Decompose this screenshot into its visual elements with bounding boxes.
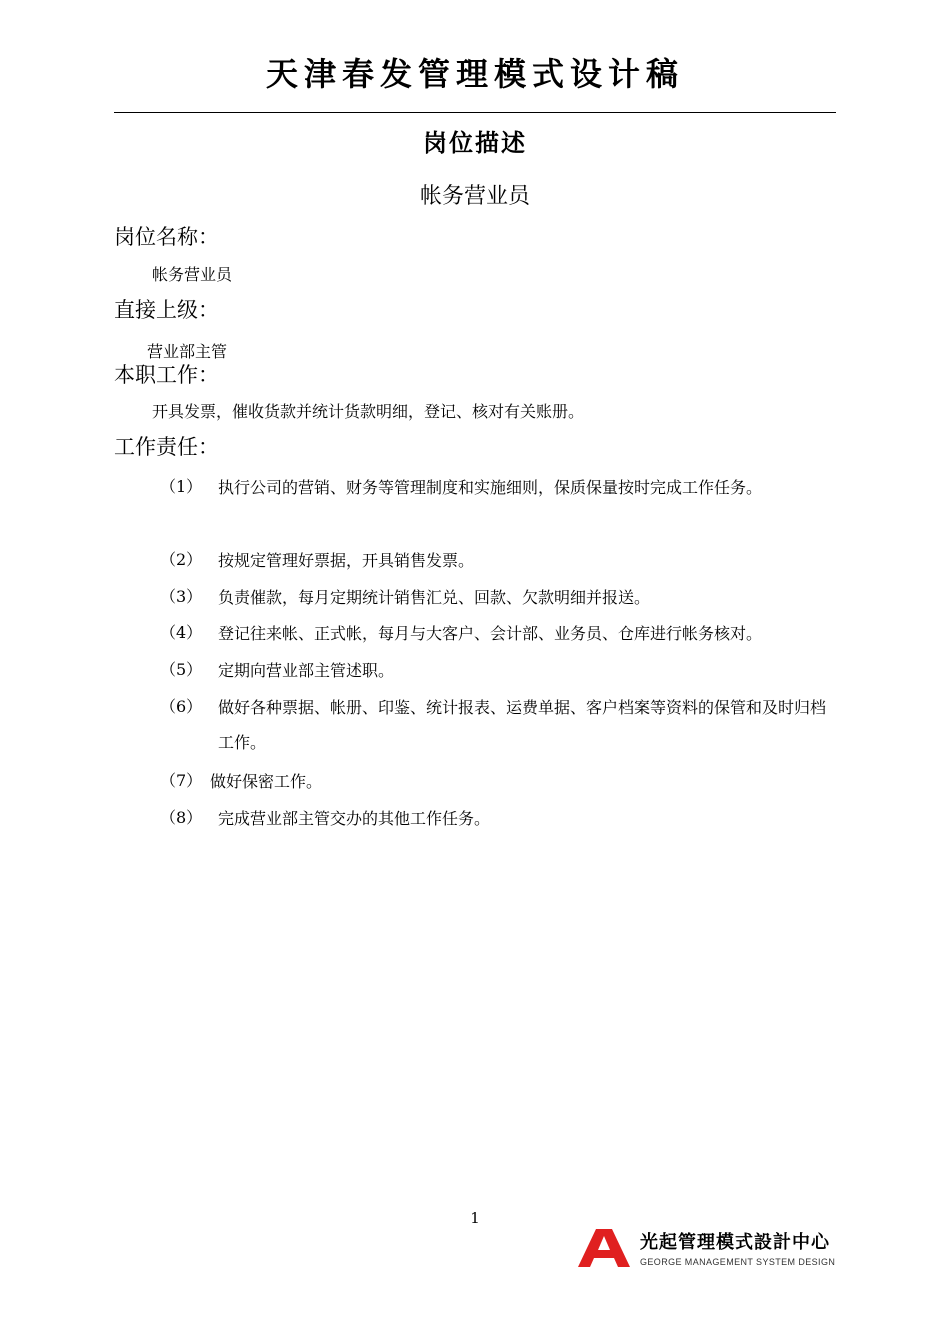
logo-company-name: 光起管理模式設計中心 — [640, 1232, 830, 1253]
document-header-title: 天津春发管理模式设计稿 — [265, 55, 684, 93]
responsibilities-label: 工作责任： — [114, 435, 219, 459]
duty-text: 执行公司的营销、财务等管理制度和实施细则，保质保量按时完成工作任务。 — [218, 478, 763, 497]
logo-a-mark-icon — [576, 1228, 632, 1268]
company-logo — [576, 1228, 846, 1272]
duty-number: （2） — [160, 550, 203, 569]
logo-subtitle: GEORGE MANAGEMENT SYSTEM DESIGN — [640, 1257, 836, 1267]
main-work-label: 本职工作： — [114, 363, 219, 387]
duty-number: （4） — [160, 623, 203, 642]
position-name-value: 帐务营业员 — [152, 265, 233, 284]
duty-text: 完成营业部主管交办的其他工作任务。 — [218, 809, 491, 828]
main-work-value: 开具发票，催收货款并统计货款明细，登记、核对有关账册。 — [152, 402, 585, 421]
duty-text: 定期向营业部主管述职。 — [218, 661, 395, 680]
supervisor-value: 营业部主管 — [147, 342, 228, 361]
section-title: 岗位描述 — [423, 129, 527, 157]
duty-number: （3） — [160, 587, 203, 606]
duty-number: （5） — [160, 660, 203, 679]
supervisor-label: 直接上级： — [114, 298, 219, 322]
duty-text: 按规定管理好票据，开具销售发票。 — [218, 551, 475, 570]
duty-text: 做好保密工作。 — [210, 772, 323, 791]
duty-text: 做好各种票据、帐册、印鉴、统计报表、运费单据、客户档案等资料的保管和及时归档工作。 — [218, 698, 827, 752]
duty-number: （1） — [160, 477, 203, 496]
duty-text: 登记往来帐、正式帐，每月与大客户、会计部、业务员、仓库进行帐务核对。 — [218, 624, 763, 643]
position-title: 帐务营业员 — [419, 184, 530, 209]
duty-number: （7） — [160, 771, 203, 790]
header-divider — [114, 112, 836, 113]
duty-number: （6） — [160, 697, 203, 716]
position-name-label: 岗位名称： — [114, 225, 219, 249]
page-number: 1 — [470, 1209, 480, 1227]
duty-text: 负责催款，每月定期统计销售汇兑、回款、欠款明细并报送。 — [218, 588, 651, 607]
duty-number: （8） — [160, 808, 203, 827]
